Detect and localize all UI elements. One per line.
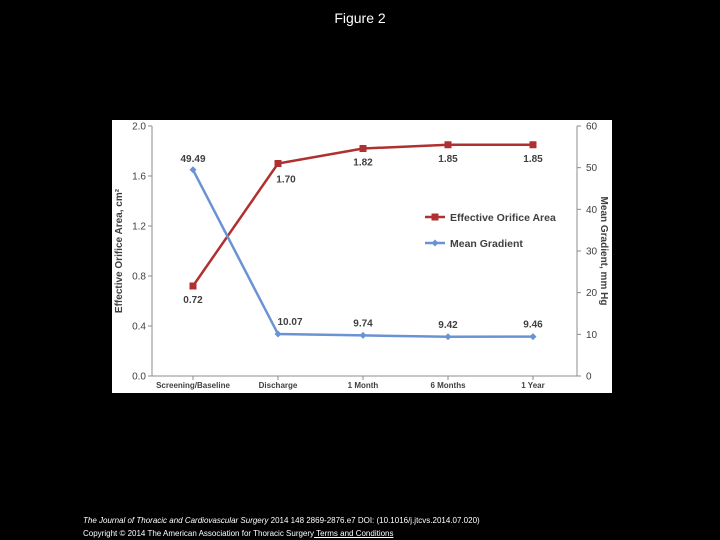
right-axis-tick-label: 20	[586, 288, 598, 300]
x-axis-tick-label: Discharge	[258, 381, 298, 390]
data-label: 9.42	[438, 319, 458, 331]
data-label: 1.85	[438, 153, 458, 165]
left-axis-tick-label: 0.4	[132, 321, 146, 333]
left-axis-title: Effective Orifice Area, cm²	[114, 188, 125, 314]
series-2-point	[530, 333, 537, 340]
data-label: 9.46	[523, 319, 543, 331]
right-axis-tick-label: 40	[586, 204, 598, 216]
legend-marker-diamond	[432, 240, 439, 247]
series-2-point	[445, 333, 452, 340]
left-axis-tick-label: 2.0	[132, 121, 146, 133]
terms-link[interactable]: Terms and Conditions	[314, 529, 394, 538]
series-line-2	[193, 170, 533, 337]
journal-name: The Journal of Thoracic and Cardiovascular Surgery	[83, 516, 269, 525]
series-2-point	[360, 332, 367, 339]
x-axis-tick-label: 1 Year	[521, 381, 545, 390]
copyright-text: Copyright © 2014 The American Association for Thoracic Surgery	[83, 529, 315, 538]
legend-label: Mean Gradient	[450, 238, 523, 250]
left-axis-tick-label: 0.0	[132, 371, 146, 383]
right-axis-tick-label: 30	[586, 246, 598, 258]
right-axis-title: Mean Gradient, mm Hg	[598, 196, 609, 306]
legend-label: Effective Orifice Area	[450, 212, 556, 224]
data-label: 1.85	[523, 153, 543, 165]
x-axis-tick-label: 1 Month	[347, 381, 379, 390]
citation-line-1	[83, 514, 480, 527]
data-label: 1.70	[276, 174, 296, 186]
x-axis-tick-label: 6 Months	[430, 381, 466, 390]
right-axis-tick-label: 60	[586, 121, 598, 133]
left-axis-tick-label: 1.6	[132, 171, 146, 183]
series-1-point	[360, 145, 367, 152]
legend-marker-square	[432, 214, 439, 221]
dual-axis-line-chart	[112, 120, 612, 393]
series-1-point	[190, 283, 197, 290]
chart-panel	[112, 120, 612, 393]
data-label: 1.82	[353, 157, 373, 169]
data-label: 0.72	[183, 295, 203, 306]
left-axis-tick-label: 0.8	[132, 271, 146, 283]
data-label: 10.07	[277, 317, 303, 329]
series-1-point	[445, 141, 452, 148]
series-1-point	[275, 160, 282, 167]
data-label: 9.74	[353, 318, 373, 330]
right-axis-tick-label: 10	[586, 329, 598, 341]
right-axis-tick-label: 0	[586, 371, 592, 383]
citation-details: 2014 148 2869-2876.e7 DOI: (10.1016/j.jtcvs.2014.07.020)	[268, 516, 480, 525]
right-axis-tick-label: 50	[586, 163, 598, 175]
citation	[83, 514, 480, 540]
x-axis-tick-label: Screening/Baseline	[156, 381, 230, 390]
series-1-point	[530, 141, 537, 148]
left-axis-tick-label: 1.2	[132, 221, 146, 233]
data-label: 49.49	[180, 153, 206, 165]
citation-line-2	[83, 527, 480, 540]
figure-title: Figure 2	[334, 10, 386, 26]
